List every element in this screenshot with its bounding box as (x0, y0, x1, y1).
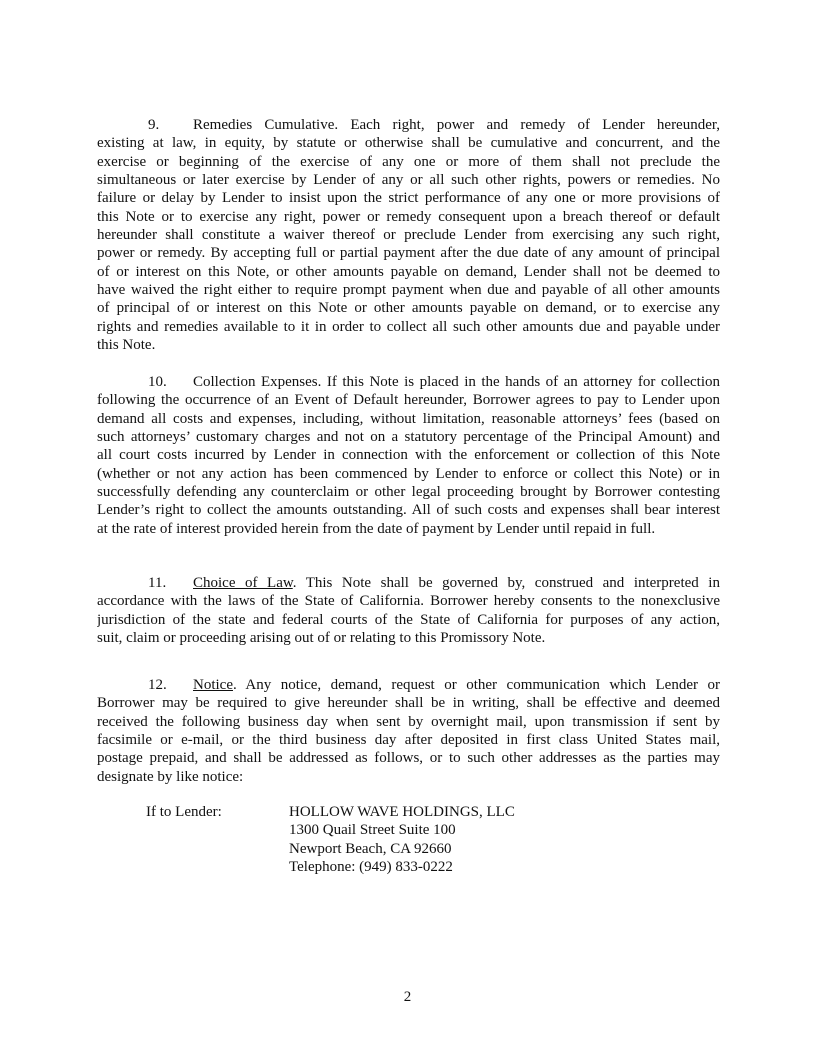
text-line (97, 373, 720, 391)
section-heading: Choice of Law (193, 575, 293, 591)
text-line: at the rate of interest provided herein from the date of payment by Lender until repaid in full. (97, 520, 656, 537)
text-line: accordance with the laws of the State of California. Borrower hereby consents to the nonexclusive (97, 593, 720, 610)
text-line: suit, claim or proceeding arising out of or relating to this Promissory Note. (97, 630, 546, 647)
text-line: (whether or not any action has been commenced by Lender to enforce or collect this Note) or in (97, 465, 720, 482)
section-notice (97, 676, 720, 786)
text-line: facsimile or e-mail, or the third business day after deposited in first class United States mail, (97, 732, 720, 749)
text-line: hereunder shall constitute a waiver thereof or preclude Lender from exercising any such right, (97, 227, 720, 244)
text-line: rights and remedies available to it in order to collect all such other amounts due and payable under (97, 318, 720, 335)
section-heading: Collection Expenses. (193, 374, 322, 390)
address-line: 1300 Quail Street Suite 100 (289, 822, 456, 839)
section-collection-expenses (97, 373, 720, 538)
text-line: Borrower may be required to give hereunder shall be in writing, shall be effective and deemed (97, 695, 720, 712)
text-line: demand all costs and expenses, including, without limitation, reasonable attorneys’ fees (based on (97, 410, 720, 427)
text-line: following the occurrence of an Event of Default hereunder, Borrower agrees to pay to Lender upon (97, 392, 720, 409)
section-number: 10. (148, 374, 167, 390)
address-line: Telephone: (949) 833-0222 (289, 859, 453, 876)
text-line: exercise or beginning of the exercise of any one or more of them shall not preclude the (97, 153, 720, 170)
text-line: jurisdiction of the state and federal courts of the State of California for purposes of any action, (97, 611, 720, 628)
text-line: this Note. (97, 337, 156, 354)
section-number: 11. (148, 575, 167, 591)
text-line: all court costs incurred by Lender in connection with the enforcement or collection of this Note (97, 447, 720, 464)
section-heading: Notice (193, 677, 233, 693)
text-line: received the following business day when sent by overnight mail, upon transmission if sent by (97, 713, 720, 730)
address-line: Newport Beach, CA 92660 (289, 840, 452, 857)
text-line: failure or delay by Lender to insist upon the strict performance of any one or more provisions of (97, 190, 720, 207)
text-line (97, 676, 720, 694)
text-line: of or interest on this Note, or other amounts payable on demand, Lender shall not be deemed to (97, 263, 720, 280)
text-line: simultaneous or later exercise by Lender of any or all such other rights, powers or remedies. No (97, 172, 720, 189)
page-number: 2 (403, 989, 412, 1005)
section-text: . This Note shall be governed by, construed and interpreted in (292, 575, 720, 591)
section-choice-of-law (97, 574, 720, 647)
section-heading: Remedies Cumulative. (193, 117, 339, 133)
section-text: If this Note is placed in the hands of an attorney for collection (326, 374, 720, 390)
text-line: postage prepaid, and shall be addressed as follows, or to such other addresses as the parties may (97, 750, 720, 767)
text-line: power or remedy. By accepting full or partial payment after the due date of any amount of principal (97, 245, 720, 262)
address-label: If to Lender: (146, 804, 222, 820)
text-line: Lender’s right to collect the amounts outstanding. All of such costs and expenses shall bear interest (97, 502, 720, 519)
text-line: this Note or to exercise any right, power or remedy consequent upon a breach thereof or default (97, 208, 720, 225)
section-number: 12. (148, 677, 167, 693)
section-number: 9. (148, 117, 160, 133)
text-line: of principal of or interest on this Note or other amounts payable on demand, or to exercise any (97, 300, 720, 317)
section-text: Each right, power and remedy of Lender hereunder, (350, 117, 720, 133)
text-line: such attorneys’ customary charges and not on a statutory percentage of the Principal Amount) and (97, 429, 720, 446)
text-line: designate by like notice: (97, 768, 244, 785)
text-line: existing at law, in equity, by statute or otherwise shall be cumulative and concurrent, and the (97, 135, 720, 152)
text-line (97, 116, 720, 134)
section-remedies-cumulative (97, 116, 720, 354)
text-line: have waived the right either to require prompt payment when due and payable of all other amounts (97, 282, 720, 299)
address-line: HOLLOW WAVE HOLDINGS, LLC (289, 804, 515, 820)
text-line: successfully defending any counterclaim or other legal proceeding brought by Borrower contesting (97, 484, 720, 501)
text-line (97, 574, 720, 592)
section-text: . Any notice, demand, request or other communication which Lender or (232, 677, 720, 693)
